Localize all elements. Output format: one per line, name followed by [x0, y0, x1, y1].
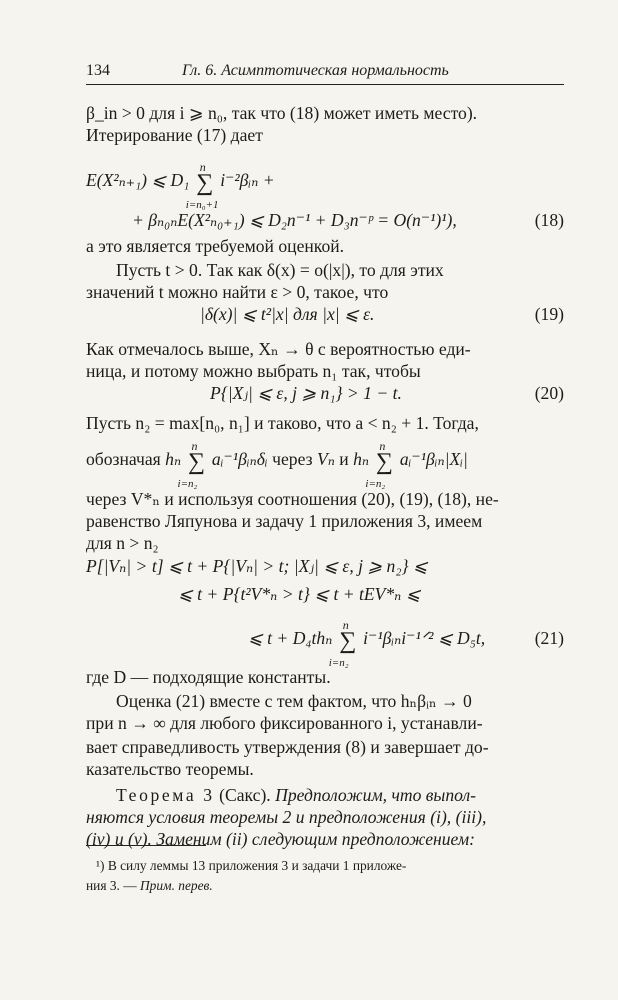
equation-21-line2: ⩽ t + P{t²V*ₙ > t} ⩽ t + tEV*ₙ ⩽ [178, 584, 421, 604]
text-part: и [339, 449, 349, 469]
equation-18-line2: + βₙ₀ₙE(X²ₙ₀₊₁) ⩽ D₂n⁻¹ + D₃n⁻ᵖ = O(n⁻¹)¹), [132, 210, 457, 230]
running-title: Гл. 6. Асимптотическая нормальность [182, 62, 449, 79]
equation-part: E(X²ₙ₊₁) ⩽ D₁ [86, 170, 190, 190]
equation-21-line1: P[|Vₙ| > t] ⩽ t + P{|Vₙ| > t; |Xⱼ| ⩽ ε, j ⩾ n₂} ⩽ [86, 556, 428, 576]
equation-number-18: (18) [534, 210, 564, 230]
math-expression: aᵢ⁻¹βᵢₙ|Xᵢ| [399, 449, 468, 469]
sum-lower-limit: i=n₂ [365, 478, 386, 490]
summation-sign: ∑ n i=n₂ [337, 630, 359, 652]
footnote-text: ния 3. — [86, 878, 140, 893]
sum-lower-limit: i=n₂ [177, 478, 198, 490]
text-line: равенство Ляпунова и задачу 1 приложения 3, имеем [86, 511, 483, 531]
text-line: Пусть n₂ = max[n₀, n₁] и таково, что a < n₂ + 1. Тогда, [86, 413, 479, 433]
footnote-line [86, 876, 213, 896]
text-line: при n → ∞ для любого фиксированного i, устанавли- [86, 713, 483, 733]
text-line: значений t можно найти ε > 0, такое, что [86, 282, 389, 302]
footnote-line: ¹) В силу леммы 13 приложения 3 и задачи 1 приложе- [96, 858, 407, 873]
text-line: Пусть t > 0. Так как δ(x) = o(|x|), то для этих [116, 260, 444, 280]
text-line: (iv) и (v). Заменим (ii) следующим предположением: [86, 829, 475, 849]
equation-19: |δ(x)| ⩽ t²|x| для |x| ⩽ ε. [200, 304, 375, 324]
text-line: Оценка (21) вместе с тем фактом, что hₙβᵢₙ → 0 [116, 691, 472, 711]
theorem-label: Теорема 3 [116, 785, 215, 805]
math-symbol: Vₙ [316, 449, 335, 469]
text-line: няются условия теоремы 2 и предположения (i), (iii), [86, 807, 487, 827]
sum-upper-limit: n [379, 439, 386, 453]
footnote-divider [86, 845, 206, 846]
math-symbol: hₙ [165, 449, 182, 469]
equation-number-20: (20) [534, 383, 564, 403]
sum-upper-limit: n [191, 439, 198, 453]
sum-lower-limit: i=n₀+1 [185, 199, 219, 211]
math-expression: aᵢ⁻¹βᵢₙδᵢ [211, 449, 268, 469]
text-line: Как отмечалось выше, Xₙ → θ с вероятностью еди- [86, 339, 471, 359]
equation-number-19: (19) [534, 304, 564, 324]
text-line-with-sums [86, 439, 468, 490]
text-part: обозначая [86, 449, 161, 469]
running-header [86, 60, 564, 85]
text-line: через V*ₙ и используя соотношения (20), (19), (18), не- [86, 489, 499, 509]
sum-upper-limit: n [199, 160, 206, 174]
equation-part: ⩽ t + D₄thₙ [248, 628, 333, 648]
equation-21-line3 [248, 618, 486, 669]
text-line: а это является требуемой оценкой. [86, 236, 345, 256]
summation-sign: ∑ n i=n₀+1 [194, 172, 216, 194]
summation-sign: ∑ n i=n₂ [373, 451, 395, 473]
sum-upper-limit: n [342, 618, 349, 632]
equation-number-21: (21) [534, 628, 564, 648]
text-line: вает справедливость утверждения (8) и завершает до- [86, 737, 489, 757]
equation-18-line1 [86, 160, 275, 211]
math-symbol: hₙ [353, 449, 370, 469]
summation-sign: ∑ n i=n₂ [186, 451, 208, 473]
sum-lower-limit: i=n₂ [328, 657, 349, 669]
equation-part: i⁻¹βᵢₙi⁻¹ᐟ² ⩽ D₅t, [363, 628, 486, 648]
page-number: 134 [86, 62, 110, 79]
theorem-attribution: (Сакс). [214, 785, 276, 805]
theorem-heading-line [116, 784, 476, 806]
text-line: где D — подходящие константы. [86, 667, 331, 687]
text-line: Итерирование (17) дает [86, 125, 263, 145]
text-line: для n > n₂ [86, 533, 159, 553]
equation-20: P{|Xⱼ| ⩽ ε, j ⩾ n₁} > 1 − t. [210, 383, 402, 403]
theorem-text: Предположим, что выпол- [275, 785, 477, 805]
text-line: β_in > 0 для i ⩾ n₀, так что (18) может иметь место). [86, 103, 478, 123]
footnote-note: Прим. перев. [139, 878, 213, 893]
text-line: казательство теоремы. [86, 759, 254, 779]
text-part: через [272, 449, 313, 469]
text-line: ница, и потому можно выбрать n₁ так, чтобы [86, 361, 421, 381]
equation-part: i⁻²βᵢₙ + [220, 170, 275, 190]
